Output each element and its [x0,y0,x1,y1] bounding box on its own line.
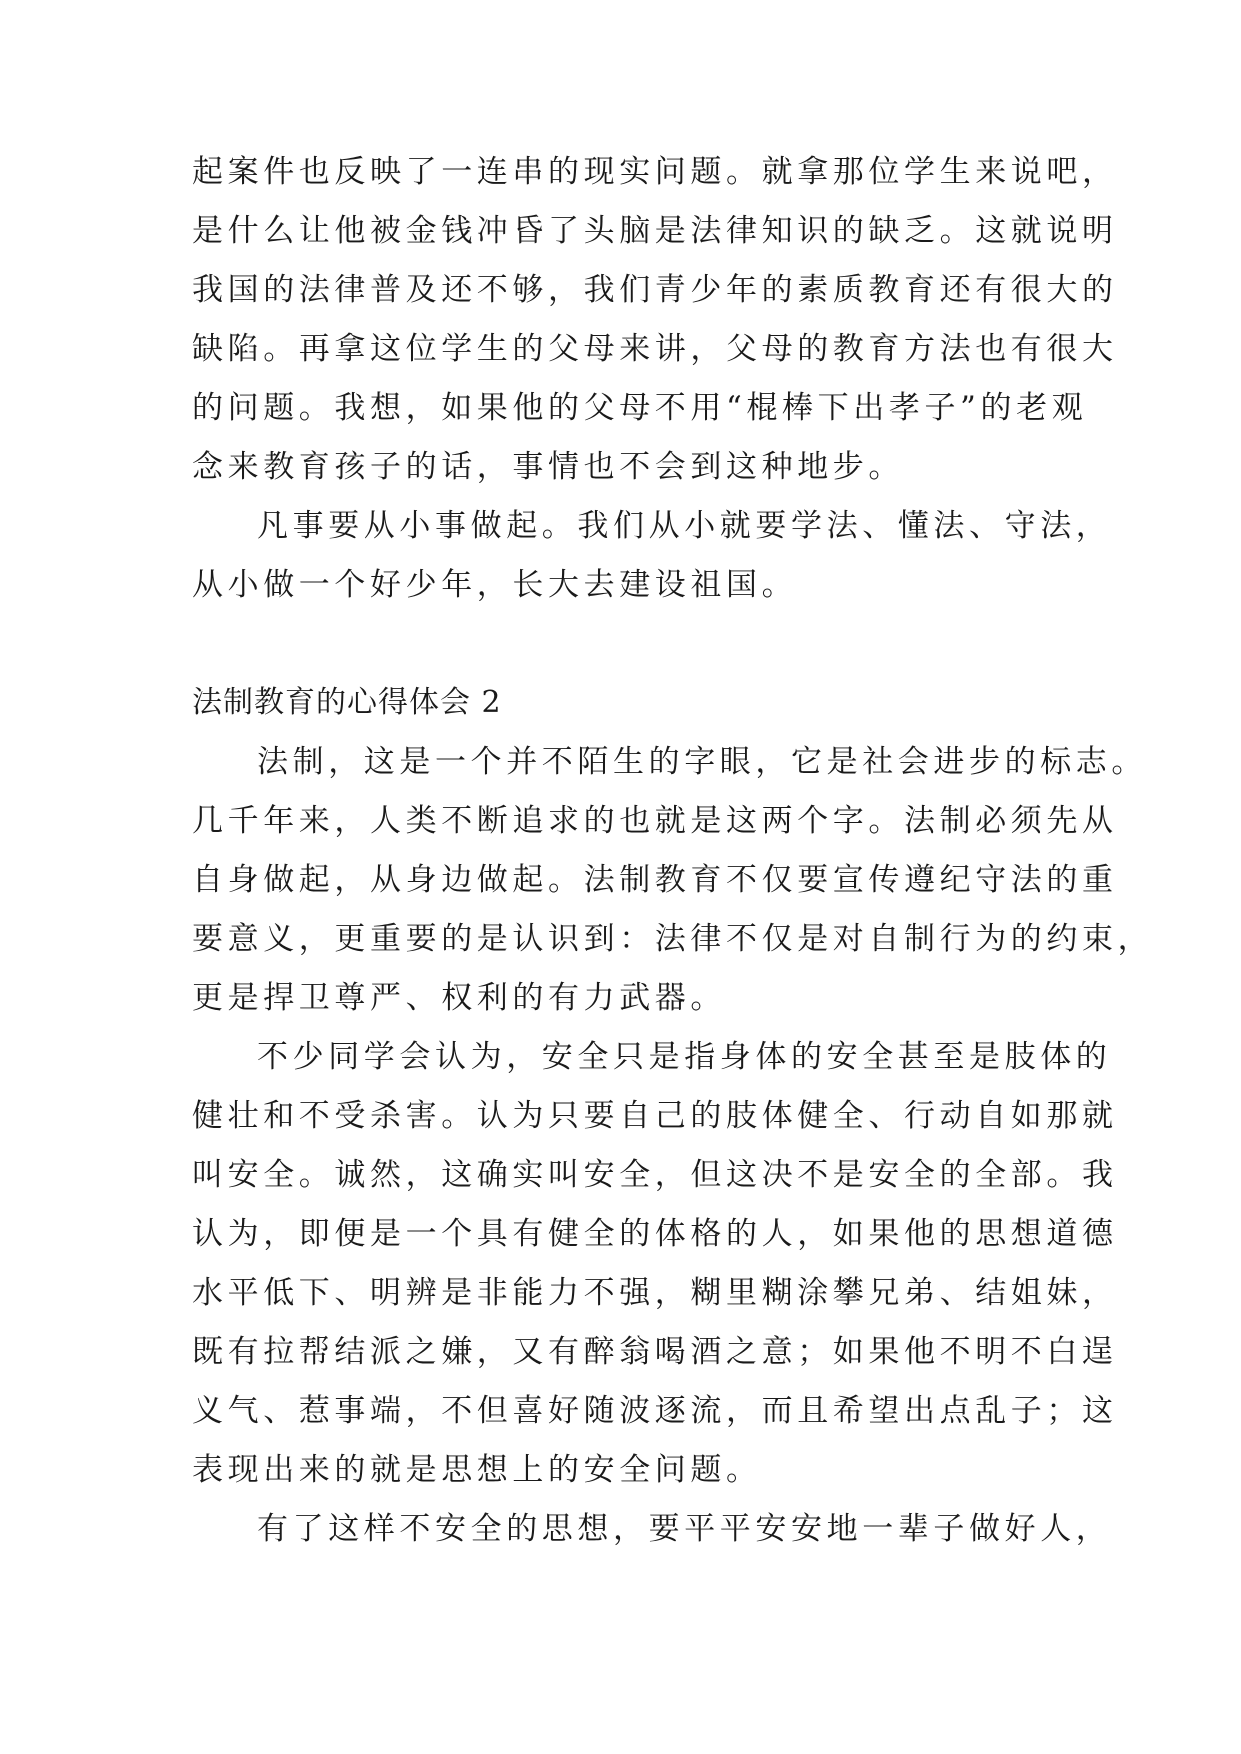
paragraph-line: 既有拉帮结派之嫌，又有醉翁喝酒之意；如果他不明不白逞 [192,1334,1118,1370]
paragraph-line: 凡事要从小事做起。我们从小就要学法、懂法、守法， [257,508,1112,544]
paragraph-line: 有了这样不安全的思想，要平平安安地一辈子做好人， [257,1511,1112,1547]
paragraph-line: 几千年来，人类不断追求的也就是这两个字。法制必须先从 [192,803,1118,839]
paragraph-line: 是什么让他被金钱冲昏了头脑是法律知识的缺乏。这就说明 [192,213,1118,249]
paragraph-line: 法制，这是一个并不陌生的字眼，它是社会进步的标志。 [257,744,1147,780]
paragraph-line: 缺陷。再拿这位学生的父母来讲，父母的教育方法也有很大 [192,331,1118,367]
section-heading: 法制教育的心得体会 2 [192,685,502,720]
paragraph-line: 健壮和不受杀害。认为只要自己的肢体健全、行动自如那就 [192,1098,1118,1134]
paragraph-line: 我国的法律普及还不够，我们青少年的素质教育还有很大的 [192,272,1118,308]
paragraph-line: 不少同学会认为，安全只是指身体的安全甚至是肢体的 [257,1039,1112,1075]
paragraph-line: 认为，即便是一个具有健全的体格的人，如果他的思想道德 [192,1216,1118,1252]
paragraph-line: 更是捍卫尊严、权利的有力武器。 [192,980,726,1016]
paragraph-line: 的问题。我想，如果他的父母不用“棍棒下出孝子”的老观 [192,390,1088,426]
paragraph-line: 从小做一个好少年，长大去建设祖国。 [192,567,798,603]
paragraph-line: 义气、惹事端，不但喜好随波逐流，而且希望出点乱子；这 [192,1393,1118,1429]
paragraph-line: 念来教育孩子的话，事情也不会到这种地步。 [192,449,904,485]
paragraph-line: 自身做起，从身边做起。法制教育不仅要宣传遵纪守法的重 [192,862,1118,898]
paragraph-line: 要意义，更重要的是认识到：法律不仅是对自制行为的约束， [192,921,1154,957]
paragraph-line: 起案件也反映了一连串的现实问题。就拿那位学生来说吧， [192,154,1118,190]
paragraph-line: 叫安全。诚然，这确实叫安全，但这决不是安全的全部。我 [192,1157,1118,1193]
paragraph-line: 水平低下、明辨是非能力不强，糊里糊涂攀兄弟、结姐妹， [192,1275,1118,1311]
paragraph-line: 表现出来的就是思想上的安全问题。 [192,1452,762,1488]
